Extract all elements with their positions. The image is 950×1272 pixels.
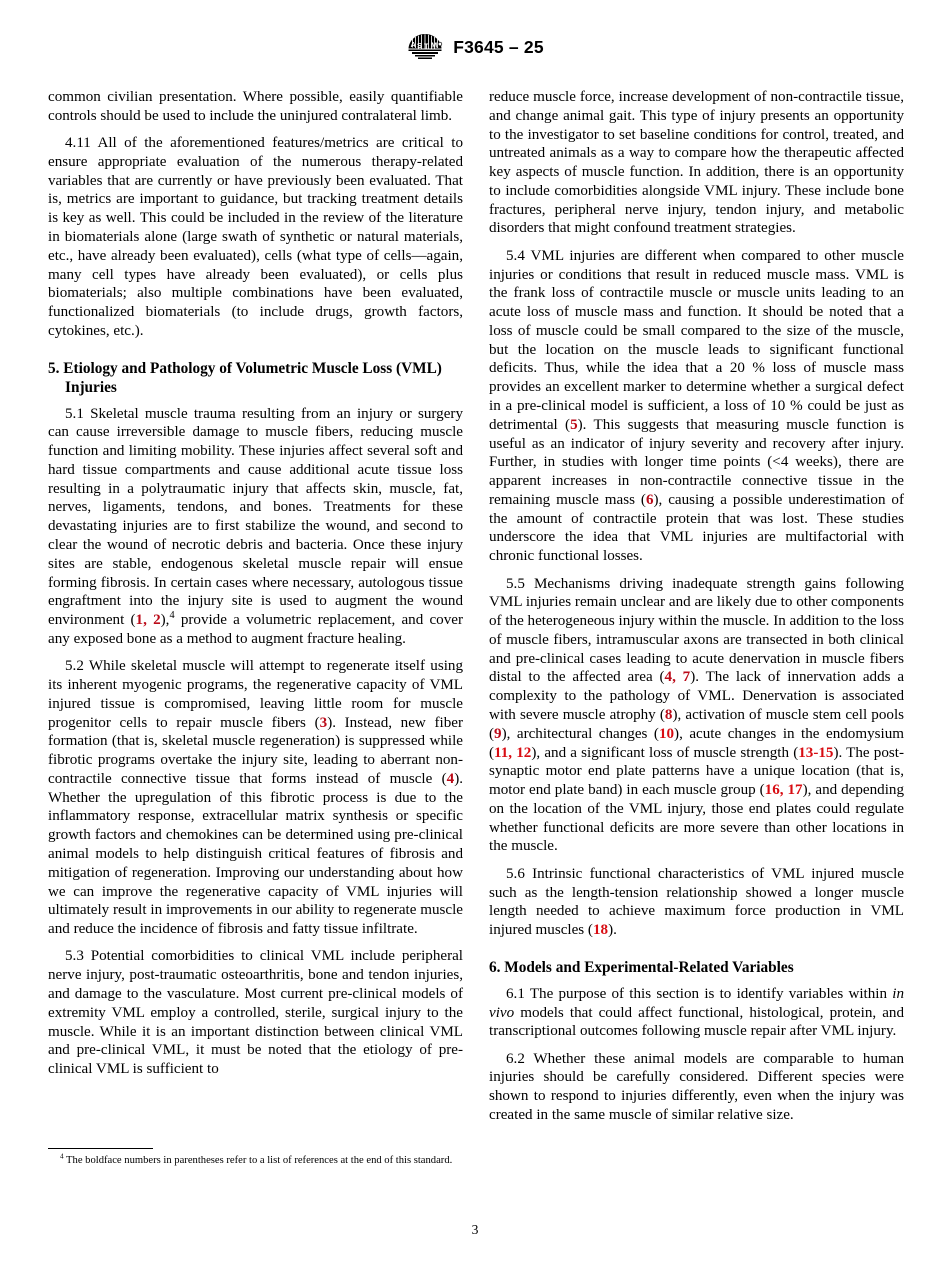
reference-citation: 3 — [319, 714, 328, 731]
body-columns — [48, 88, 904, 1208]
paragraph-5-5-text-h: ), and depending on the location of the VML injury, those end plates could regulate whether functional deficits are more severe than other locations in the muscle. — [489, 782, 905, 855]
reference-citation: 9 — [494, 725, 502, 742]
reference-citation: 4 — [446, 770, 455, 787]
reference-citation: 5 — [570, 416, 578, 433]
reference-citation: 6 — [645, 491, 654, 508]
reference-citation: 1, 2 — [135, 612, 161, 629]
paragraph-5-1-text-c: provide a volumetric replacement, and cover any exposed bone as a method to augment fracture healing. — [48, 612, 463, 647]
standard-designation: F3645 – 25 — [453, 36, 544, 57]
paragraph-5-6-text-a: 5.6 Intrinsic functional characteristics of VML injured muscle such as the length-tension relationship showed a longer muscle length needed to achieve maximum force production in VML injured muscles ( — [489, 865, 904, 939]
paragraph-5-2-text-c: ). Whether the upregulation of this fibrotic process is due to the inflammatory response, extracellular matrix synthesis or specific growth factors and chemokines can be determined using pre-clinical animal models to help distinguish critical features of fibrosis and mitigation of regeneration. Improving our understanding about how we can improve the regenerative capacity of VML injuries will ultimately result in improvements in our ability to regenerate muscle and reduce the incidence of fibrosis and fatty tissue infiltrate. — [48, 770, 463, 938]
paragraph-4-11: 4.11 All of the aforementioned features/metrics are critical to ensure appropriate evaluation of the numerous therapy-related variables that are currently or have previously been evaluated. That is, metrics are important to guidance, but tracking treatment details is key as well. This could be included in the review of the literature in biomaterials alone (large swath of synthetic or natural materials, etc., have already been evaluated), cells (what type of cells—again, many cell types have already been evaluated), or cells plus biomaterials; also multiple combinations have been evaluated, functionalized biomaterials (to include drugs, growth factors, cytokines, etc.). — [48, 135, 463, 339]
paragraph-5-4-text-b: ). This suggests that measuring muscle function is useful as an indicator of injury severity and recovery after injury. Further, in studies with longer time points (<4 weeks), there are apparent increases in non-contractile connective tissue in the remaining muscle mass ( — [489, 416, 904, 508]
section-heading-5: 5. Etiology and Pathology of Volumetric Muscle Loss (VML) Injuries — [48, 359, 442, 396]
paragraph-5-4-text-a: 5.4 VML injuries are different when compared to other muscle injuries or conditions that result in reduced muscle mass. VML is the frank loss of contractile muscle or muscle units leading to an acute loss of muscle mass and function. It should be noted that a loss of muscle could be small compared to the size of the muscle, but the location on the muscle leads to significant functional deficits. Thus, while the idea that a 20 % loss of muscle mass provides an excellent marker to determine whether a surgical defect in a pre-clinical model is sufficient, a loss of 10 % could be just as detrimental ( — [489, 247, 904, 433]
astm-logo-icon — [406, 33, 444, 61]
paragraph-5-6 — [489, 865, 904, 940]
paragraph-continued-right: reduce muscle force, increase development of non-contractile tissue, and change animal gait. This type of injury presents an opportunity to the investigator to set baseline conditions for control, treated, and untreated animals as a way to compare how the therapeutic affected key aspects of muscle function. In addition, there is an opportunity to include comorbidities alongside VML injury. These include bone fractures, peripheral nerve injury, tendon injury, and metabolic disorders that might confound treatment strategies. — [489, 89, 904, 237]
reference-citation: 4, 7 — [664, 669, 691, 686]
page-header — [0, 30, 950, 64]
paragraph-5-1-text-b: ), — [160, 612, 170, 629]
reference-citation: 11, 12 — [494, 744, 532, 761]
paragraph-6-1-text-b: models that could affect functional, histological, protein, and transcriptional outcomes following muscle repair after VML injury. — [489, 1004, 904, 1040]
paragraph-6-1 — [489, 985, 904, 1041]
paragraph-5-4 — [489, 247, 904, 566]
paragraph-5-5-text-b: ). The lack of innervation adds a complexity to the pathology of VML. Denervation is associated with severe muscle atrophy ( — [489, 669, 905, 723]
paragraph-5-5-text-d: ), architectural changes ( — [501, 725, 659, 742]
svg-text:A: A — [410, 40, 417, 49]
reference-citation: 16, 17 — [764, 782, 803, 799]
reference-citation: 8 — [664, 707, 673, 723]
footnote-block — [48, 1148, 463, 1168]
paragraph-6-1-text-a: 6.1 The purpose of this section is to identify variables within — [506, 985, 893, 1002]
reference-citation: 18 — [592, 922, 609, 939]
paragraph-5-2-text-a: 5.2 While skeletal muscle will attempt to regenerate itself using its inherent myogenic programs, the regenerative capacity of VML injured tissue is compromised, leaving little room for muscle progenitor cells to repair muscle fibers ( — [48, 658, 463, 731]
footnote-divider — [48, 1148, 153, 1149]
paragraph-5-5-text-a: 5.5 Mechanisms driving inadequate strength gains following VML injuries remain unclear and are likely due to other components of the heterogeneous injury within the muscle. In addition to the loss of muscle fibers, intramuscular axons are transected in both clinical and pre-clinical cases leading to acute denervation in muscle fibers distal to the affected area ( — [489, 575, 904, 686]
footnote-marker: 4 — [169, 610, 175, 622]
paragraph-5-6-text-b: ). — [608, 922, 617, 939]
reference-citation: 10 — [658, 725, 675, 742]
paragraph-5-5-text-g: ). The post-synaptic motor end plate patterns have a unique location (that is, motor end plate band) in each muscle group ( — [489, 744, 904, 799]
paragraph-5-4-text-c: ), causing a possible underestimation of the amount of contractile protein that was lost. These studies underscore the idea that VML injuries are multifactorial with chronic functional losses. — [489, 491, 904, 565]
paragraph-5-1 — [48, 405, 463, 649]
footnote-body: The boldface numbers in parentheses refer to a list of references at the end of this standard. — [63, 1155, 453, 1166]
paragraph-5-5-text-c: ), activation of muscle stem cell pools ( — [489, 707, 905, 742]
svg-text:T: T — [424, 41, 429, 51]
svg-text:M: M — [431, 40, 438, 50]
paragraph-5-5 — [489, 575, 904, 857]
page-number: 3 — [471, 1222, 479, 1237]
svg-text:S: S — [417, 41, 423, 50]
paragraph-5-5-text-e: ), acute changes in the endomysium ( — [489, 725, 904, 761]
paragraph-5-2-text-b: ). Instead, new fiber formation (that is, skeletal muscle regeneration) is suppressed while fibrotic programs overtake the injury site, leading to aberrant non-contractile connective tissue that forms instead of muscle ( — [48, 714, 463, 787]
paragraph-5-2 — [48, 657, 463, 939]
section-heading-6: 6. Models and Experimental-Related Variables — [489, 958, 794, 976]
paragraph-5-1-text-a: 5.1 Skeletal muscle trauma resulting from an injury or surgery can cause irreversible damage to muscle fibers, reducing muscle function and limiting mobility. These injuries affect several soft and hard tissue compartments and cause additional acute tissue loss resulting in a polytraumatic injury that affects skin, muscle, fat, nerves, ligaments, tendons, and bones. Treatments for these devastating injuries are to first stabilize the wound, and second to clear the wound of necrotic debris and bacteria. Once these injury sites are stable, endogenous skeletal muscle repair will ensue forming fibrosis. In certain cases where necessary, autologous tissue engraftment into the injury site is used to augment the wound environment ( — [48, 405, 463, 629]
paragraph-continued-left: common civilian presentation. Where possible, easily quantifiable controls should be used to include the uninjured contralateral limb. — [48, 89, 463, 124]
left-column — [48, 88, 463, 1079]
paragraph-5-3: 5.3 Potential comorbidities to clinical VML include peripheral nerve injury, post-traumatic osteoarthritis, bone and tendon injuries, and damage to the vasculature. Most current pre-clinical models of extremity VML employ a controlled, sterile, surgical injury to the muscle. While it is an important distinction between clinical VML and pre-clinical VML, it must be noted that the etiology of pre-clinical VML is sufficient to — [48, 948, 463, 1078]
reference-citation: 13-15 — [798, 744, 834, 761]
footnote-text — [48, 1154, 463, 1168]
right-column — [489, 88, 904, 1125]
footnote-marker: 4 — [60, 1152, 64, 1161]
italic-term-in-vivo: in vivo — [489, 985, 904, 1021]
paragraph-6-2: 6.2 Whether these animal models are comparable to human injuries should be carefully considered. Different species were shown to respond to injuries differently, even when the injury was created in the same muscle of similar relative size. — [489, 1050, 904, 1124]
paragraph-5-5-text-f: ), and a significant loss of muscle strength ( — [531, 744, 799, 761]
